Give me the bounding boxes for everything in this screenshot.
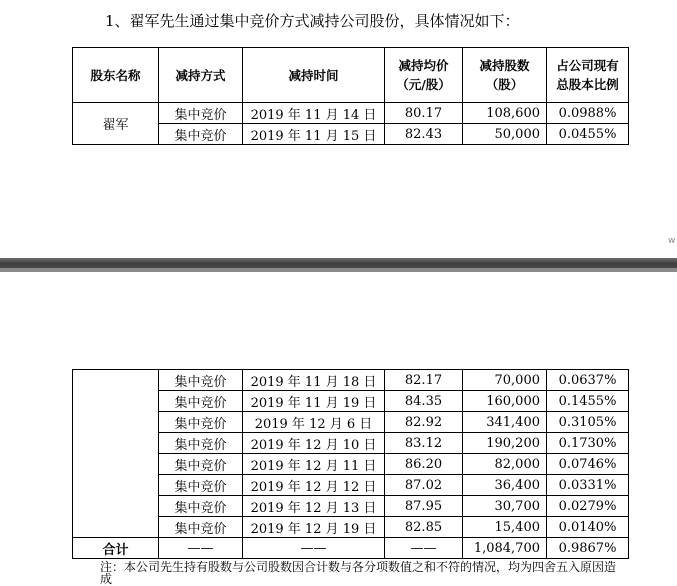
ratio-cell: 0.0988% bbox=[547, 103, 629, 124]
date-cell: 2019 年 12 月 12 日 bbox=[243, 475, 385, 496]
date-cell: 2019 年 11 月 19 日 bbox=[243, 391, 385, 412]
header-shareholder: 股东名称 bbox=[73, 48, 159, 103]
header-method: 减持方式 bbox=[159, 48, 243, 103]
shares-cell: 160,000 bbox=[463, 391, 547, 412]
shares-cell: 30,700 bbox=[463, 496, 547, 517]
ratio-cell: 0.0331% bbox=[547, 475, 629, 496]
method-cell: 集中竞价 bbox=[159, 412, 243, 433]
total-label: 合计 bbox=[73, 538, 159, 559]
shares-cell: 15,400 bbox=[463, 517, 547, 538]
total-date: —— bbox=[243, 538, 385, 559]
total-row bbox=[73, 538, 629, 559]
ratio-cell: 0.3105% bbox=[547, 412, 629, 433]
price-cell: 82.92 bbox=[385, 412, 463, 433]
price-cell: 82.17 bbox=[385, 370, 463, 391]
header-ratio bbox=[547, 48, 629, 103]
method-cell: 集中竞价 bbox=[159, 103, 243, 124]
shareholder-continuation-cell bbox=[73, 370, 159, 538]
shares-cell: 50,000 bbox=[463, 124, 547, 145]
price-cell: 87.02 bbox=[385, 475, 463, 496]
date-cell: 2019 年 12 月 19 日 bbox=[243, 517, 385, 538]
truncated-footnote: 注：本公司先生持有股数与公司股数因合计数与各分项数值之和不符的情况，均为四舍五入原因造成 bbox=[100, 560, 617, 586]
price-cell: 84.35 bbox=[385, 391, 463, 412]
ratio-cell: 0.1730% bbox=[547, 433, 629, 454]
table-row bbox=[73, 103, 629, 124]
date-cell: 2019 年 12 月 10 日 bbox=[243, 433, 385, 454]
method-cell: 集中竞价 bbox=[159, 475, 243, 496]
date-cell: 2019 年 12 月 11 日 bbox=[243, 454, 385, 475]
method-cell: 集中竞价 bbox=[159, 391, 243, 412]
ratio-cell: 0.1455% bbox=[547, 391, 629, 412]
ratio-cell: 0.0455% bbox=[547, 124, 629, 145]
method-cell: 集中竞价 bbox=[159, 517, 243, 538]
date-cell: 2019 年 12 月 6 日 bbox=[243, 412, 385, 433]
method-cell: 集中竞价 bbox=[159, 433, 243, 454]
header-price bbox=[385, 48, 463, 103]
total-price: —— bbox=[385, 538, 463, 559]
price-cell: 83.12 bbox=[385, 433, 463, 454]
shares-cell: 70,000 bbox=[463, 370, 547, 391]
shareholder-name-cell: 翟军 bbox=[73, 103, 159, 145]
total-shares: 1,084,700 bbox=[463, 538, 547, 559]
header-time: 减持时间 bbox=[243, 48, 385, 103]
date-cell: 2019 年 12 月 13 日 bbox=[243, 496, 385, 517]
price-cell: 87.95 bbox=[385, 496, 463, 517]
shares-cell: 82,000 bbox=[463, 454, 547, 475]
reduction-table-part2 bbox=[72, 369, 629, 559]
header-price-line1: 减持均价 bbox=[398, 58, 449, 73]
reduction-table-part1 bbox=[72, 47, 629, 145]
shares-cell: 341,400 bbox=[463, 412, 547, 433]
ratio-cell: 0.0279% bbox=[547, 496, 629, 517]
ratio-cell: 0.0746% bbox=[547, 454, 629, 475]
shares-cell: 190,200 bbox=[463, 433, 547, 454]
price-cell: 82.43 bbox=[385, 124, 463, 145]
header-shares-line1: 减持股数 bbox=[479, 58, 530, 73]
header-shares bbox=[463, 48, 547, 103]
ratio-cell: 0.0140% bbox=[547, 517, 629, 538]
section-heading: 1、翟军先生通过集中竞价方式减持公司股份，具体情况如下： bbox=[105, 12, 520, 30]
header-price-line2: （元/股） bbox=[396, 77, 451, 92]
method-cell: 集中竞价 bbox=[159, 370, 243, 391]
header-shares-line2: （股） bbox=[485, 77, 524, 92]
document-page-top bbox=[0, 0, 677, 258]
method-cell: 集中竞价 bbox=[159, 454, 243, 475]
total-method: —— bbox=[159, 538, 243, 559]
header-ratio-line1: 占公司现有 bbox=[556, 58, 619, 73]
date-cell: 2019 年 11 月 18 日 bbox=[243, 370, 385, 391]
total-ratio: 0.9867% bbox=[547, 538, 629, 559]
price-cell: 86.20 bbox=[385, 454, 463, 475]
header-ratio-line2: 总股本比例 bbox=[556, 77, 619, 92]
page-separator bbox=[0, 258, 677, 272]
date-cell: 2019 年 11 月 15 日 bbox=[243, 124, 385, 145]
date-cell: 2019 年 11 月 14 日 bbox=[243, 103, 385, 124]
shares-cell: 36,400 bbox=[463, 475, 547, 496]
shares-cell: 108,600 bbox=[463, 103, 547, 124]
edge-glyph: w bbox=[668, 236, 676, 246]
price-cell: 82.85 bbox=[385, 517, 463, 538]
ratio-cell: 0.0637% bbox=[547, 370, 629, 391]
table-row bbox=[73, 370, 629, 391]
table-header-row bbox=[73, 48, 629, 103]
method-cell: 集中竞价 bbox=[159, 496, 243, 517]
price-cell: 80.17 bbox=[385, 103, 463, 124]
method-cell: 集中竞价 bbox=[159, 124, 243, 145]
